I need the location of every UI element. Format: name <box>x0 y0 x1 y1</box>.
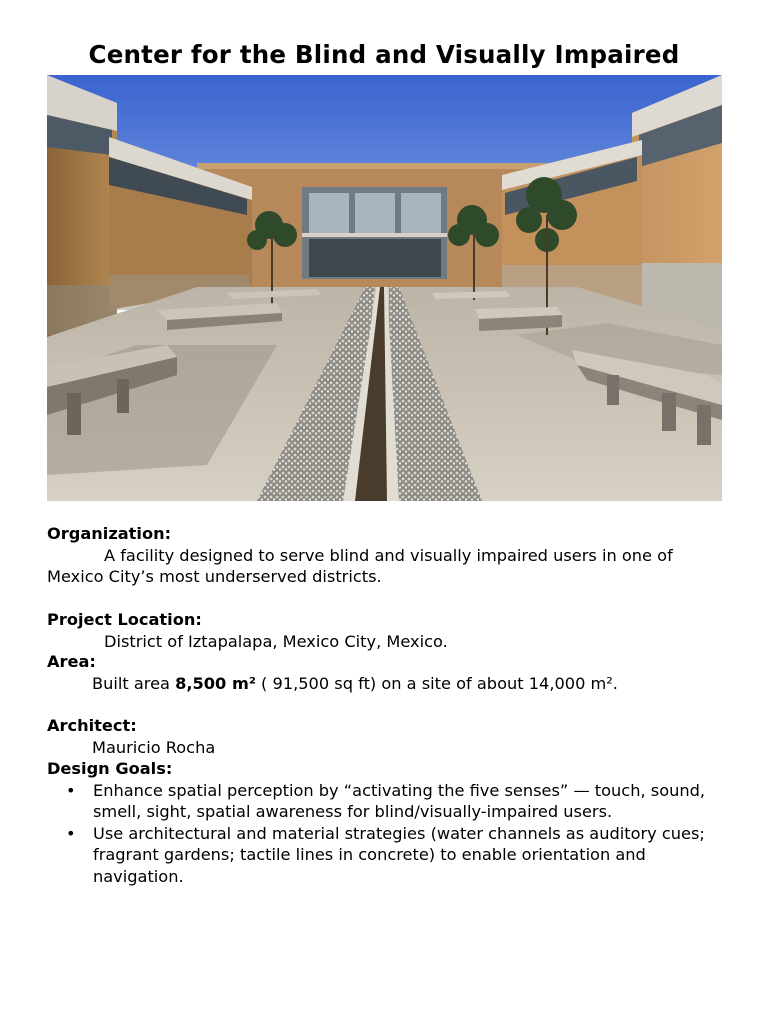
design-goals-section <box>47 758 727 887</box>
bullet-icon: • <box>66 780 76 800</box>
area-suffix: ( 91,500 sq ft) on a site of about 14,000 m². <box>255 673 618 693</box>
bullet-icon: • <box>66 823 76 843</box>
built-area-value: 8,500 m² <box>175 673 256 693</box>
courtyard-photo <box>47 75 722 501</box>
design-goals-heading: Design Goals: <box>47 759 173 778</box>
organization-section <box>47 523 727 588</box>
organization-text: A facility designed to serve blind and visually impaired users in one of Mexico City’s most underserved districts. <box>47 545 673 586</box>
architect-section <box>47 715 727 758</box>
location-section <box>47 609 727 652</box>
design-goals-list <box>47 780 727 888</box>
area-prefix: Built area <box>92 673 176 693</box>
architect-heading: Architect: <box>47 716 137 735</box>
organization-heading: Organization: <box>47 524 172 543</box>
list-item <box>47 823 727 888</box>
area-text <box>47 673 727 695</box>
location-heading: Project Location: <box>47 610 202 629</box>
area-section <box>47 651 727 694</box>
architect-name: Mauricio Rocha <box>92 737 216 757</box>
page-title: Center for the Blind and Visually Impaired <box>88 40 680 69</box>
list-item <box>47 780 727 823</box>
location-text: District of Iztapalapa, Mexico City, Mexico. <box>104 631 448 651</box>
area-heading: Area: <box>47 652 96 671</box>
design-goal-text: Use architectural and material strategies (water channels as auditory cues; fragrant gardens; tactile lines in concrete) to enable orientation and navigation. <box>93 823 705 886</box>
design-goal-text: Enhance spatial perception by “activating the five senses” — touch, sound, smell, sight, spatial awareness for blind/visually-impaired users. <box>93 780 706 821</box>
